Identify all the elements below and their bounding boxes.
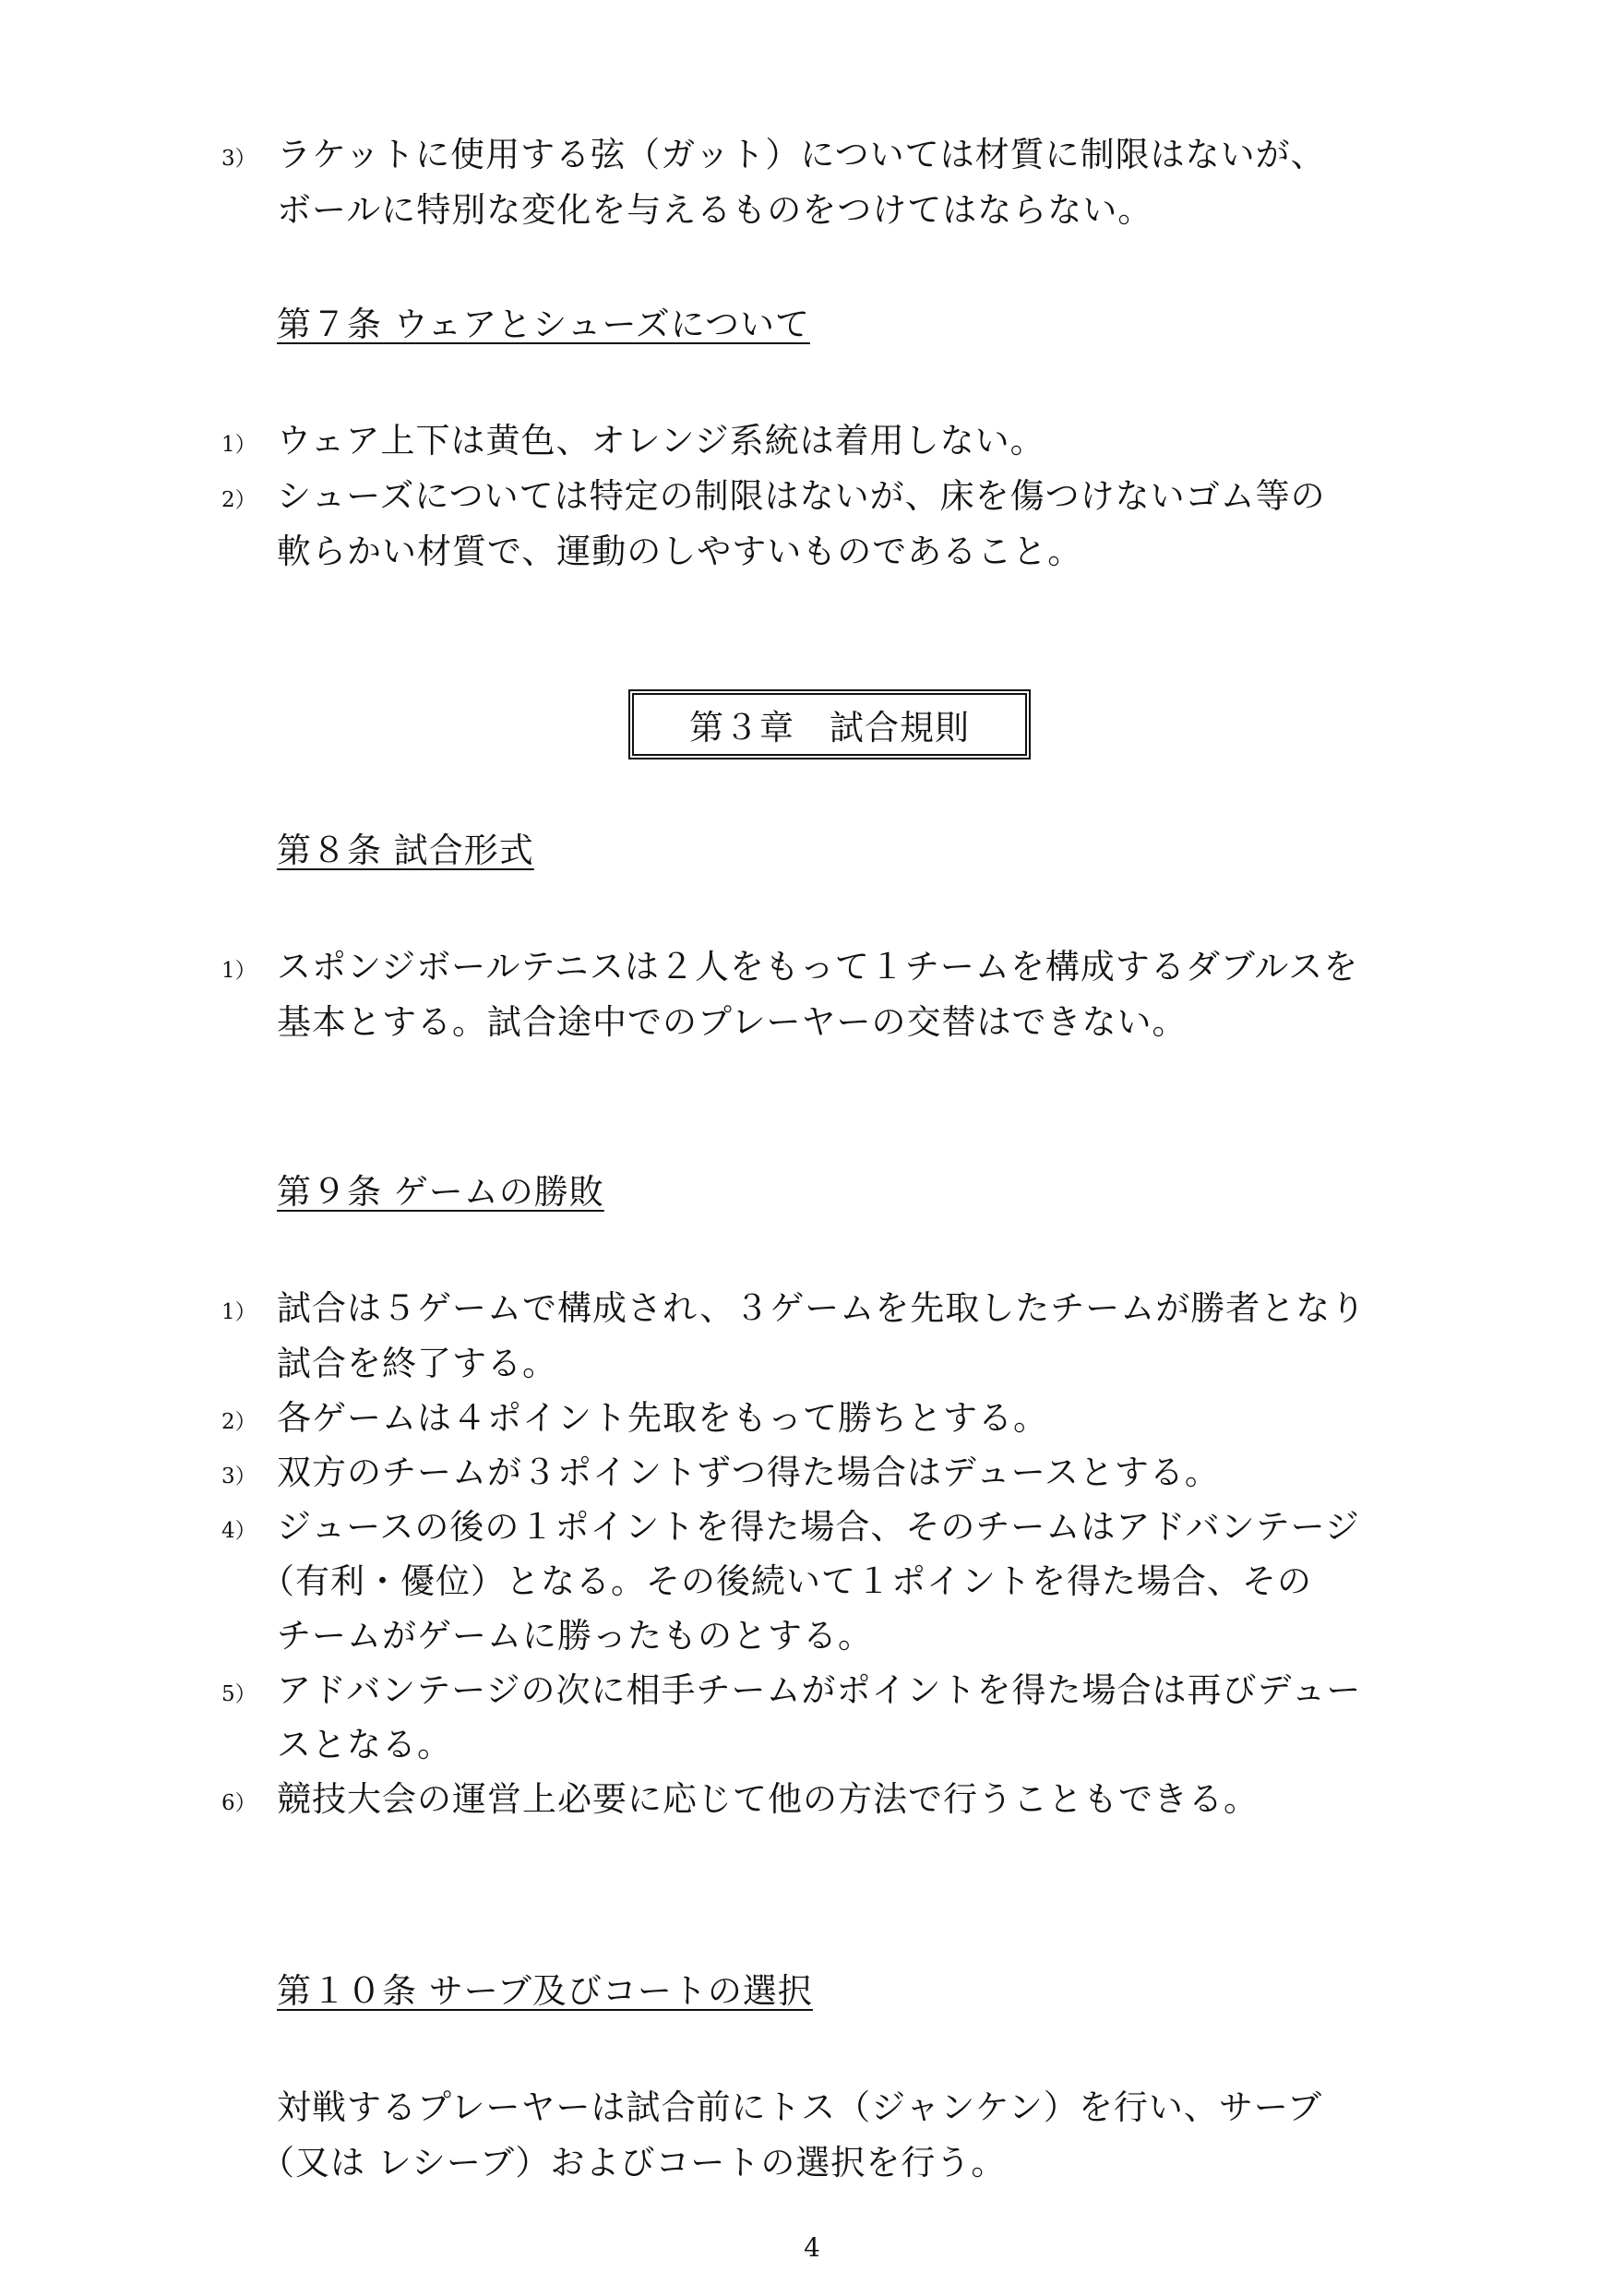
item-number: 3） (221, 147, 257, 171)
item-text-line: ジュースの後の１ポイントを得た場合、そのチームはアドバンテージ (277, 1507, 1360, 1547)
item-number: 1） (221, 433, 257, 457)
item-text-line: ボールに特別な変化を与えるものをつけてはならない。 (277, 190, 1153, 230)
item-text-line: スとなる。 (277, 1725, 452, 1764)
item-number: 4） (221, 1519, 257, 1543)
item-text-line: スポンジボールテニスは２人をもって１チームを構成するダブルスを (277, 947, 1359, 987)
item-text-line: 競技大会の運営上必要に応じて他の方法で行うこともできる。 (277, 1779, 1259, 1819)
item-text-line: 試合を終了する。 (277, 1344, 557, 1383)
item-number: 2） (221, 488, 257, 512)
item-text-line: 試合は５ゲームで構成され、３ゲームを先取したチームが勝者となり (277, 1288, 1367, 1328)
chapter-3-title: 第３章 試合規則 (689, 708, 970, 747)
page-number: 4 (804, 2232, 820, 2263)
item-text-line: ラケットに使用する弦（ガット）については材質に制限はないが、 (277, 135, 1326, 174)
item-text-line: ウェア上下は黄色、オレンジ系統は着用しない。 (277, 421, 1045, 460)
item-number: 1） (221, 1300, 257, 1324)
item-text-line: シューズについては特定の制限はないが、床を傷つけないゴム等の (277, 476, 1326, 516)
article-9-heading: 第９条 ゲームの勝敗 (277, 1172, 604, 1212)
item-text-line: 軟らかい材質で、運動のしやすいものであること。 (277, 532, 1083, 571)
chapter-3-title-box (628, 689, 1031, 759)
item-text-line: （有利・優位）となる。その後続いて１ポイントを得た場合、その (260, 1561, 1312, 1601)
article-8-heading: 第８条 試合形式 (277, 831, 534, 870)
item-number: 3） (221, 1465, 257, 1489)
item-number: 2） (221, 1410, 257, 1434)
article-7-heading: 第７条 ウェアとシューズについて (277, 305, 810, 344)
item-text-line: 基本とする。試合途中でのプレーヤーの交替はできない。 (277, 1002, 1188, 1042)
article-10-heading: 第１０条 サーブ及びコートの選択 (277, 1971, 813, 2011)
item-text-line: 双方のチームが３ポイントずつ得た場合はデュースとする。 (277, 1453, 1220, 1492)
item-number: 5） (221, 1682, 257, 1706)
item-number: 6） (221, 1791, 257, 1815)
body-text-line: 対戦するプレーヤーは試合前にトス（ジャンケン）を行い、サーブ (277, 2087, 1322, 2127)
body-text-line: （又は レシーブ）およびコートの選択を行う。 (260, 2143, 1007, 2182)
item-text-line: 各ゲームは４ポイント先取をもって勝ちとする。 (277, 1398, 1048, 1438)
item-text-line: チームがゲームに勝ったものとする。 (277, 1616, 873, 1656)
item-text-line: アドバンテージの次に相手チームがポイントを得た場合は再びデュー (277, 1670, 1362, 1710)
item-number: 1） (221, 959, 257, 983)
